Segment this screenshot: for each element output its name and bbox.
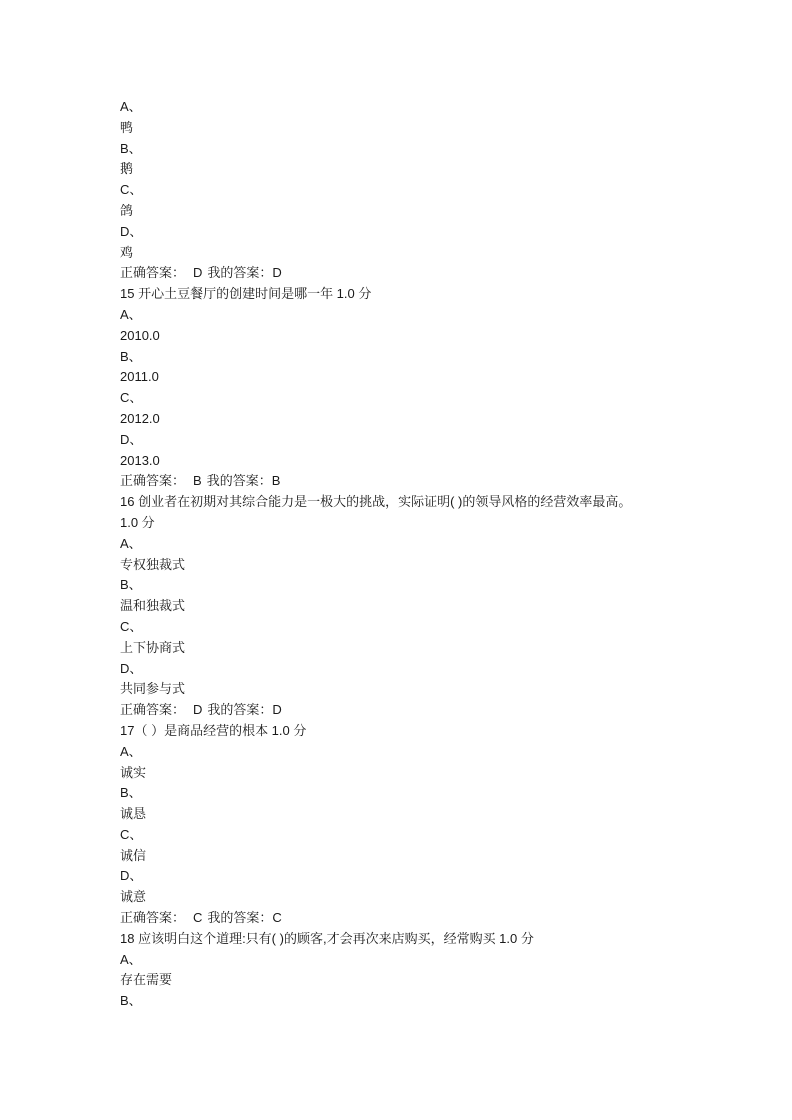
option-d-text: 2013.0 — [120, 452, 160, 468]
option-d-label: D、 — [120, 660, 143, 676]
correct-answer-value: D — [193, 265, 203, 281]
question-score: 1.0 分 — [120, 514, 155, 530]
document-page — [120, 97, 680, 1012]
option-c-label: C、 — [120, 826, 143, 842]
question-15 — [120, 284, 680, 492]
option-b-label: B、 — [120, 577, 142, 593]
option-a-text: 专权独裁式 — [120, 556, 186, 572]
option-b-label: B、 — [120, 140, 142, 156]
option-b-text: 2011.0 — [120, 369, 159, 385]
option-c-text: 诚信 — [120, 847, 147, 863]
option-a-label: A、 — [120, 951, 142, 967]
option-c-label: C、 — [120, 390, 143, 406]
my-answer-label: 我的答案： — [207, 910, 273, 926]
correct-answer-label: 正确答案： — [120, 265, 186, 281]
option-b-text: 温和独裁式 — [120, 598, 186, 614]
my-answer-label: 我的答案： — [206, 473, 272, 489]
option-c-label: C、 — [120, 618, 143, 634]
option-a-text: 存在需要 — [120, 972, 173, 988]
my-answer-value: B — [271, 473, 281, 489]
option-b-label: B、 — [120, 348, 142, 364]
option-d-label: D、 — [120, 868, 143, 884]
my-answer-label: 我的答案： — [207, 265, 273, 281]
option-d-label: D、 — [120, 431, 143, 447]
option-a-label: A、 — [120, 99, 142, 114]
option-b-label: B、 — [120, 785, 142, 801]
my-answer-value: D — [272, 702, 282, 718]
option-a-label: A、 — [120, 535, 142, 551]
question-17 — [120, 721, 680, 929]
option-a-text: 鸭 — [120, 119, 134, 135]
option-c-text: 2012.0 — [120, 410, 160, 426]
question-16 — [120, 492, 680, 721]
option-b-text: 鹅 — [120, 161, 134, 177]
option-d-text: 鸡 — [120, 244, 134, 260]
answer-line — [120, 471, 680, 492]
option-a-text: 2010.0 — [120, 327, 160, 343]
correct-answer-value: B — [193, 473, 202, 489]
question-text: 16 创业者在初期对其综合能力是一极大的挑战，实际证明( )的领导风格的经营效率最高。 — [120, 494, 632, 510]
question-text: 15 开心土豆餐厅的创建时间是哪一年 1.0 分 — [120, 286, 372, 302]
my-answer-value: D — [272, 265, 282, 281]
question-text: 18 应该明白这个道理:只有( )的顾客,才会再次来店购买，经常购买 1.0 分 — [120, 930, 534, 946]
option-c-text: 上下协商式 — [120, 639, 186, 655]
correct-answer-label: 正确答案： — [120, 473, 186, 489]
option-a-text: 诚实 — [120, 764, 147, 780]
option-a-label: A、 — [120, 306, 142, 322]
correct-answer-value: C — [193, 910, 203, 926]
correct-answer-label: 正确答案： — [120, 910, 186, 926]
option-b-label: B、 — [120, 993, 142, 1009]
question-text: 17（ ）是商品经营的根本 1.0 分 — [120, 722, 307, 738]
option-a-label: A、 — [120, 743, 142, 759]
option-b-text: 诚恳 — [120, 806, 147, 822]
option-c-label: C、 — [120, 182, 143, 198]
answer-line — [120, 908, 680, 929]
question-14-tail — [120, 97, 680, 284]
option-d-label: D、 — [120, 223, 143, 239]
option-d-text: 诚意 — [120, 889, 147, 905]
my-answer-label: 我的答案： — [207, 702, 273, 718]
correct-answer-value: D — [193, 702, 203, 718]
correct-answer-label: 正确答案： — [120, 702, 186, 718]
my-answer-value: C — [272, 910, 282, 926]
option-c-text: 鸽 — [120, 202, 134, 218]
answer-line — [120, 700, 680, 721]
answer-line — [120, 263, 680, 284]
question-18 — [120, 929, 680, 1012]
option-d-text: 共同参与式 — [120, 681, 186, 697]
